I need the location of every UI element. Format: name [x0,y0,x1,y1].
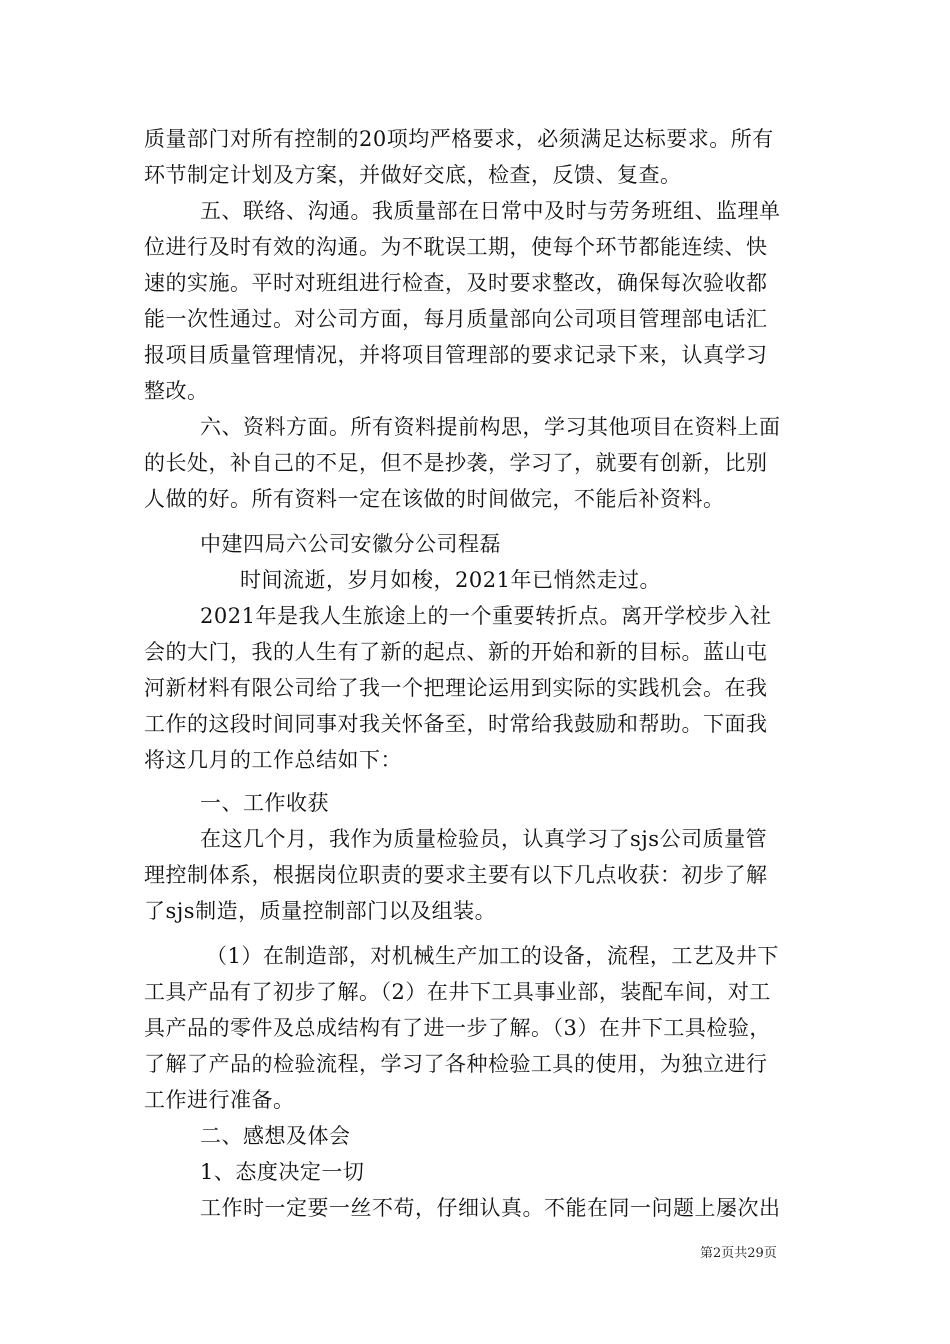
text-line: 工具产品有了初步了解。（2）在井下工具事业部，装配车间，对工 [144,980,771,1004]
text-line: 质量部门对所有控制的20项均严格要求，必须满足达标要求。所有 [144,127,774,151]
text-line: 在这几个月，我作为质量检验员，认真学习了sjs公司质量管 [200,827,768,851]
text-line: 理控制体系，根据岗位职责的要求主要有以下几点收获：初步了解 [144,863,768,887]
text-line: 二、感想及体会 [200,1124,351,1148]
text-line: 整改。 [144,379,209,403]
text-line: 具产品的零件及总成结构有了进一步了解。（3）在井下工具检验， [144,1016,771,1040]
text-line: 能一次性通过。对公司方面，每月质量部向公司项目管理部电话汇 [144,307,768,331]
text-line: 将这几月的工作总结如下： [144,748,402,772]
text-line: 环节制定计划及方案，并做好交底，检查，反馈、复查。 [144,163,682,187]
text-line: 河新材料有限公司给了我一个把理论运用到实际的实践机会。在我 [144,676,768,700]
text-line: 的长处，补自己的不足，但不是抄袭，学习了，就要有创新，比别 [144,451,768,475]
text-line: 人做的好。所有资料一定在该做的时间做完，不能后补资料。 [144,487,725,511]
text-line: 六、资料方面。所有资料提前构思，学习其他项目在资料上面 [200,415,781,439]
text-line: 一、工作收获 [200,791,329,815]
text-line: 了sjs制造，质量控制部门以及组装。 [144,899,497,923]
text-line: 2021年是我人生旅途上的一个重要转折点。离开学校步入社 [200,604,772,628]
text-line: 速的实施。平时对班组进行检查，及时要求整改，确保每次验收都 [144,271,768,295]
text-line: 1、态度决定一切 [200,1160,365,1184]
text-line: 工作的这段时间同事对我关怀备至，时常给我鼓励和帮助。下面我 [144,712,768,736]
text-line: 工作时一定要一丝不苟，仔细认真。不能在同一问题上屡次出 [200,1196,781,1220]
text-line: （1）在制造部，对机械生产加工的设备，流程，工艺及井下 [206,944,779,968]
text-line: 会的大门，我的人生有了新的起点、新的开始和新的目标。蓝山屯 [144,640,768,664]
text-line: 报项目质量管理情况，并将项目管理部的要求记录下来，认真学习 [144,343,768,367]
text-line: 时间流逝，岁月如梭，2021年已悄然走过。 [240,568,661,592]
text-line: 了解了产品的检验流程，学习了各种检验工具的使用，为独立进行 [144,1052,768,1076]
text-line: 五、联络、沟通。我质量部在日常中及时与劳务班组、监理单 [200,199,781,223]
text-line: 工作进行准备。 [144,1088,295,1112]
text-line: 中建四局六公司安徽分公司程磊 [200,532,501,556]
page-number: 第2页共29页 [700,1246,777,1261]
text-line: 位进行及时有效的沟通。为不耽误工期，使每个环节都能连续、快 [144,235,768,259]
